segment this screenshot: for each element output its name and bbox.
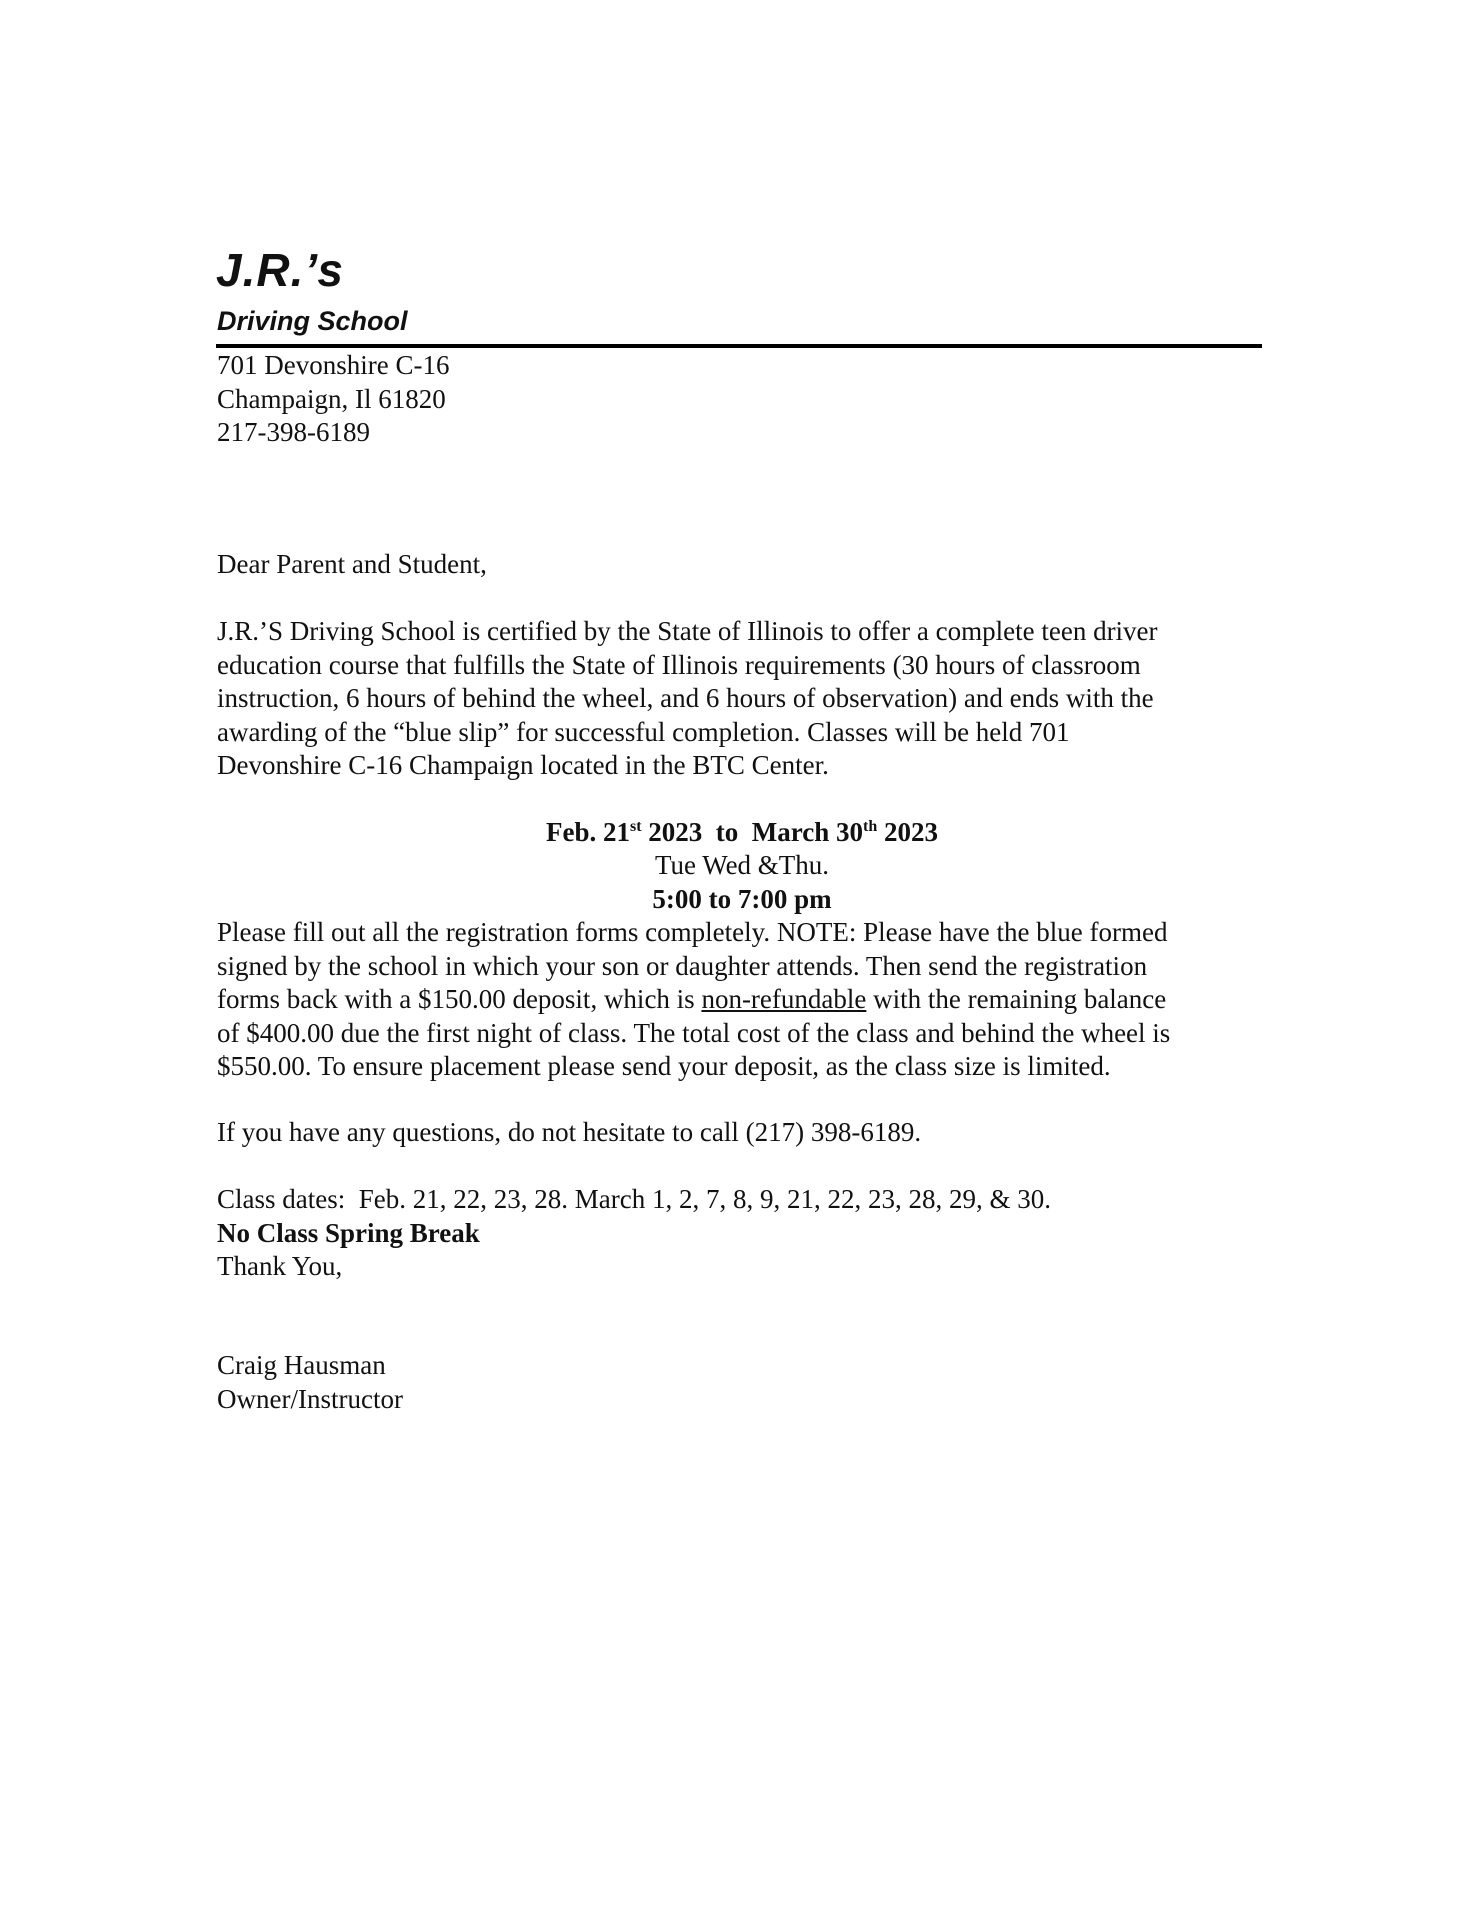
registration-line <box>217 983 1277 1017</box>
registration-line: signed by the school in which your son or daughter attends. Then send the registration <box>217 950 1148 981</box>
non-refundable-text: non-refundable <box>701 984 867 1014</box>
address-block <box>217 349 449 450</box>
schedule-end-suffix: th <box>863 818 878 835</box>
class-dates: Class dates: Feb. 21, 22, 23, 28. March 1, 2, 7, 8, 9, 21, 22, 23, 28, 29, & 30. <box>217 1184 1051 1214</box>
signature-block <box>217 1349 403 1416</box>
letterhead-subtitle: Driving School <box>217 306 408 336</box>
letterhead-divider <box>216 344 1262 348</box>
signature-name: Craig Hausman <box>217 1350 386 1380</box>
class-dates-block <box>217 1183 1051 1284</box>
registration-line: $550.00. To ensure placement please send your deposit, as the class size is limited. <box>217 1051 1111 1081</box>
address-street: 701 Devonshire C-16 <box>217 350 450 380</box>
registration-text: forms back with a $150.00 deposit, which is <box>217 984 702 1014</box>
intro-paragraph <box>217 615 1267 783</box>
intro-line: Devonshire C-16 Champaign located in the BTC Center. <box>217 750 829 780</box>
greeting: Dear Parent and Student, <box>217 549 487 579</box>
closing: Thank You, <box>217 1251 343 1281</box>
registration-line: of $400.00 due the first night of class. The total cost of the class and behind the wheel is <box>217 1017 1171 1048</box>
schedule-start: Feb. 21 <box>545 817 630 847</box>
schedule-start-suffix: st <box>629 818 642 835</box>
address-phone: 217-398-6189 <box>217 417 370 447</box>
letterhead-title: J.R.’s <box>216 244 344 296</box>
registration-paragraph <box>217 916 1277 1084</box>
signature-title: Owner/Instructor <box>217 1383 403 1414</box>
registration-line: Please fill out all the registration forms completely. NOTE: Please have the blue formed <box>217 917 1168 947</box>
schedule-range: 2023 to March 30 <box>641 817 864 847</box>
intro-line: J.R.’S Driving School is certified by the State of Illinois to offer a complete teen driver <box>217 616 1158 646</box>
intro-line: education course that fulfills the State of Illinois requirements (30 hours of classroom <box>217 649 1141 680</box>
registration-text: with the remaining balance <box>866 984 1167 1014</box>
schedule-end-year: 2023 <box>877 817 939 847</box>
intro-line: instruction, 6 hours of behind the wheel, and 6 hours of observation) and ends with the <box>217 683 1154 713</box>
intro-line: awarding of the “blue slip” for successful completion. Classes will be held 701 <box>217 716 1070 747</box>
schedule-times: 5:00 to 7:00 pm <box>652 884 832 914</box>
address-city: Champaign, Il 61820 <box>217 383 446 414</box>
schedule-days: Tue Wed &Thu. <box>654 850 830 880</box>
questions-line: If you have any questions, do not hesitate to call (217) 398-6189. <box>217 1117 922 1147</box>
schedule-dates <box>217 816 1267 850</box>
no-class-notice: No Class Spring Break <box>217 1217 480 1248</box>
